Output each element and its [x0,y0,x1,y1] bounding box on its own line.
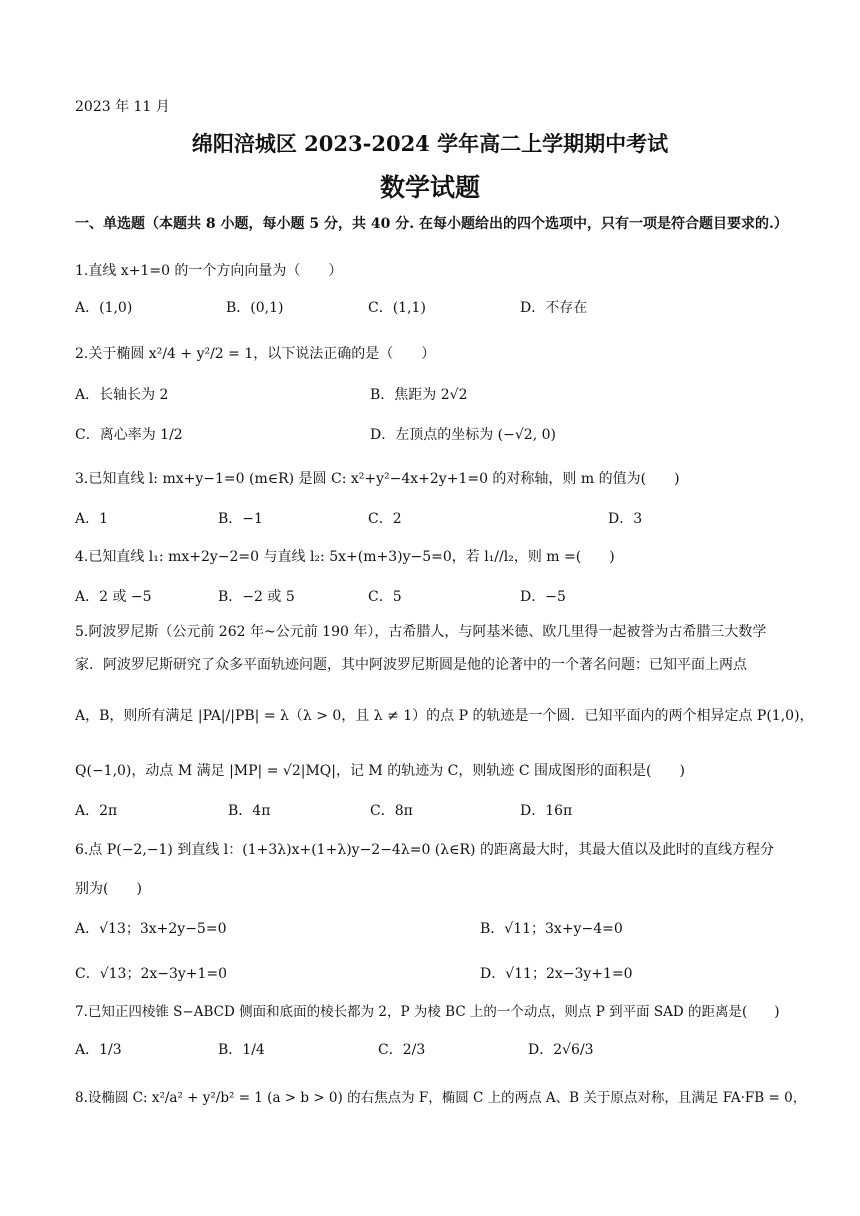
question-6-stem-line-1: 6.点 P(−2,−1) 到直线 l：(1+3λ)x+(1+λ)y−2−4λ=0 (λ∈R) 的距离最大时，其最大值以及此时的直线方程分 [75,842,774,858]
question-7-option-c: C．2/3 [378,1042,426,1058]
question-2-option-d: D．左顶点的坐标为 (−√2, 0) [370,427,556,443]
question-4-option-b: B．−2 或 5 [218,589,295,605]
question-1-option-b: B．(0,1) [226,300,284,316]
question-3-option-c: C．2 [368,511,402,527]
exam-subtitle: 数学试题 [379,173,480,202]
question-7-stem: 7.已知正四棱锥 S−ABCD 侧面和底面的棱长都为 2，P 为棱 BC 上的一个动点，则点 P 到平面 SAD 的距离是( ) [75,1004,780,1020]
question-6-option-d: D．√11；2x−3y+1=0 [480,966,633,982]
question-7-option-b: B．1/4 [218,1042,265,1058]
question-5-stem-line-1: 5.阿波罗尼斯（公元前 262 年~公元前 190 年），古希腊人，与阿基米德、欧几里得一起被誉为古希腊三大数学 [75,624,767,640]
question-2-option-b: B．焦距为 2√2 [370,387,468,403]
question-4-option-d: D．−5 [520,589,566,605]
question-2-option-a: A．长轴长为 2 [75,387,169,403]
question-1-option-d: D．不存在 [520,300,588,316]
exam-date: 2023 年 11 月 [75,99,170,115]
question-1-option-a: A．(1,0) [75,300,133,316]
question-5-option-d: D．16π [520,803,573,819]
question-3-option-b: B．−1 [218,511,263,527]
question-5-stem-line-3: A，B，则所有满足 |PA|/|PB| = λ（λ > 0，且 λ ≠ 1）的点 P 的轨迹是一个圆．已知平面内的两个相异定点 P(1,0)， [75,708,814,724]
question-3-stem: 3.已知直线 l: mx+y−1=0 (m∈R) 是圆 C: x²+y²−4x+2y+1=0 的对称轴，则 m 的值为( ) [75,471,680,487]
question-1-stem: 1.直线 x+1=0 的一个方向向量为（ ） [75,263,343,279]
question-5-stem-line-2: 家．阿波罗尼斯研究了众多平面轨迹问题，其中阿波罗尼斯圆是他的论著中的一个著名问题：已知平面上两点 [75,657,747,673]
question-2-stem: 2.关于椭圆 x²/4 + y²/2 = 1，以下说法正确的是（ ） [75,346,436,362]
question-4-stem: 4.已知直线 l₁: mx+2y−2=0 与直线 l₂: 5x+(m+3)y−5=0，若 l₁//l₂，则 m =( ) [75,549,615,565]
question-3-option-d: D．3 [608,511,643,527]
question-5-option-b: B．4π [228,803,271,819]
question-6-option-a: A．√13；3x+2y−5=0 [75,921,227,937]
question-5-stem-line-4: Q(−1,0)，动点 M 满足 |MP| = √2|MQ|，记 M 的轨迹为 C，则轨迹 C 围成图形的面积是( ) [75,763,685,779]
question-4-option-a: A．2 或 −5 [75,589,152,605]
question-5-option-a: A．2π [75,803,118,819]
question-8-stem: 8.设椭圆 C: x²/a² + y²/b² = 1 (a > b > 0) 的右焦点为 F，椭圆 C 上的两点 A、B 关于原点对称，且满足 FA·FB = 0， [75,1090,807,1106]
question-5-option-c: C．8π [370,803,413,819]
exam-title: 绵阳涪城区 2023-2024 学年高二上学期期中考试 [191,131,669,156]
question-1-option-c: C．(1,1) [368,300,426,316]
question-7-option-a: A．1/3 [75,1042,122,1058]
question-6-stem-line-2: 别为( ) [75,881,142,897]
question-6-option-c: C．√13；2x−3y+1=0 [75,966,228,982]
section-heading: 一、单选题（本题共 8 小题，每小题 5 分，共 40 分. 在每小题给出的四个选项中，只有一项是符合题目要求的.） [75,216,788,232]
question-2-option-c: C．离心率为 1/2 [75,427,183,443]
question-4-option-c: C．5 [368,589,402,605]
question-7-option-d: D．2√6/3 [528,1042,594,1058]
question-3-option-a: A．1 [75,511,109,527]
question-6-option-b: B．√11；3x+y−4=0 [480,921,623,937]
